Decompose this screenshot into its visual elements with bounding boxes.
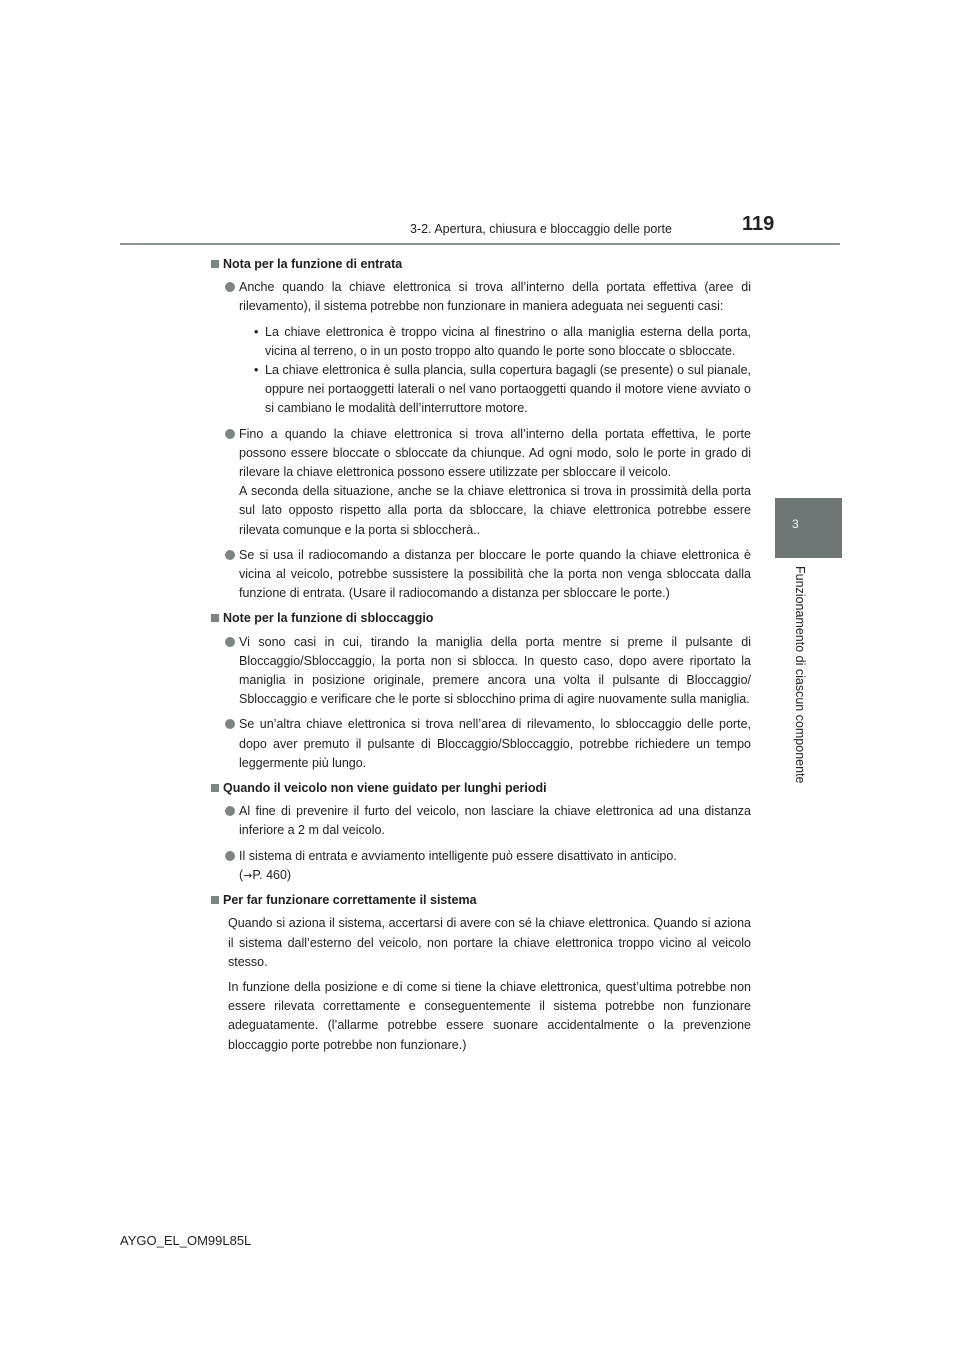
section-heading (211, 891, 751, 910)
bullet-text: Se si usa il radiocomando a distanza per bloccare le porte quando la chiave elettronica è vicina al veicolo, potrebbe sussistere la possibilità che la porta non venga sbloccata dalla funzione di entrata. (Usare il radiocomando a distanza per sbloccare le porte.) (239, 547, 751, 601)
section-heading-text: Nota per la funzione di entrata (223, 257, 403, 271)
circle-bullet-icon (225, 719, 235, 729)
sub-item-text: La chiave elettronica è troppo vicina al finestrino o alla maniglia esterna della porta, vicina al terreno, o in un posto troppo alto quando le porte sono bloccate o sbloccate. (265, 324, 751, 358)
bullet-item: Il sistema di entrata e avviamento intelligente può essere disattivato in anticipo. (→P. 460) (211, 847, 751, 885)
bullet-item (211, 278, 751, 316)
square-bullet-icon (211, 614, 219, 622)
header-section-title: 3-2. Apertura, chiusura e bloccaggio delle porte (410, 222, 672, 236)
bullet-text: Al fine di prevenire il furto del veicolo, non lasciare la chiave elettronica ad una distanza inferiore a 2 m dal veicolo. (239, 804, 751, 838)
bullet-text: Anche quando la chiave elettronica si trova all’interno della portata effettiva (aree di rilevamento), il sistema potrebbe non funzionare in maniera adeguata nei seguenti casi: (239, 280, 751, 314)
chapter-caption-text: Funzionamento di ciascun componente (793, 566, 807, 784)
section-heading-text: Note per la funzione di sbloccaggio (223, 611, 434, 626)
section-heading-text: Per far funzionare correttamente il sistema (223, 893, 477, 908)
circle-bullet-icon (225, 851, 235, 861)
bullet-text: Il sistema di entrata e avviamento intelligente può essere disattivato in anticipo. (239, 848, 677, 863)
sub-list-item (239, 323, 751, 361)
circle-bullet-icon (225, 550, 235, 560)
chapter-tab-number: 3 (792, 517, 799, 531)
bullet-text: Se un’altra chiave elettronica si trova nell’area di rilevamento, lo sbloccaggio delle porte, dopo aver premuto il pulsante di Bloccaggio/Sbloccaggio, potrebbe richiedere un tempo leggermente più lungo. (239, 717, 751, 770)
bullet-item (211, 715, 751, 773)
bullet-continuation: A seconda della situazione, anche se la chiave elettronica si trova in prossimità della porta sul lato opposto rispetto alla porta da sbloccare, la chiave elettronica potrebbe essere rilevata comunque e la porta si sbloccherà.. (239, 484, 751, 537)
section-heading (211, 609, 751, 628)
section-heading (211, 255, 751, 274)
paragraph: Quando si aziona il sistema, accertarsi di avere con sé la chiave elettronica. Quando si aziona il sistema dall’esterno del veicolo, non portare la chiave elettronica troppo vicino al veicolo stesso. (228, 916, 751, 969)
bullet-item (211, 802, 751, 840)
sub-list-item (239, 361, 751, 419)
dot-bullet-icon: • (254, 363, 259, 378)
page-reference-arrow: → (243, 868, 253, 882)
circle-bullet-icon (225, 806, 235, 816)
bullet-item (211, 425, 751, 540)
paragraph: In funzione della posizione e di come si tiene la chiave elettronica, quest’ultima potrebbe non essere rilevata correttamente e conseguentemente il sistema potrebbe non funzionare adeguatamente. (l’allarme potrebbe essere suonare accidentalmente o la prevenzione bloccaggio porte potrebbe non funzionare.) (228, 979, 751, 1052)
page-reference: P. 460 (252, 867, 287, 882)
sub-list (211, 323, 751, 419)
sub-item-text: La chiave elettronica è sulla plancia, sulla copertura bagagli (se presente) o sul pianale, oppure nei portaoggetti laterali o nel vano portaoggetti quando il motore viene avviato o si cambiano le modalità dell’interruttore motore. (265, 363, 751, 416)
chapter-tab (775, 498, 842, 558)
page-content (211, 255, 751, 1061)
section-heading-text: Quando il veicolo non viene guidato per lunghi periodi (223, 781, 547, 796)
bullet-text: Fino a quando la chiave elettronica si trova all’interno della portata effettiva, le porte possono essere bloccate o sbloccate da chiunque. Ad ogni modo, solo le porte in grado di rilevare la chiave elettronica possono essere utilizzate per sbloccare il veicolo. (239, 426, 751, 480)
circle-bullet-icon (225, 429, 235, 439)
section-heading (211, 779, 751, 798)
bullet-item (211, 546, 751, 604)
square-bullet-icon (211, 896, 219, 904)
square-bullet-icon (211, 784, 219, 792)
page-number: 119 (742, 213, 775, 235)
footer-document-code: AYGO_EL_OM99L85L (120, 1233, 252, 1248)
circle-bullet-icon (225, 282, 235, 292)
bullet-item (211, 633, 751, 710)
dot-bullet-icon: • (254, 324, 259, 339)
bullet-text: Vi sono casi in cui, tirando la maniglia della porta mentre si preme il pulsante di Bloccaggio/Sbloccaggio, la porta non si sblocca. In questo caso, dopo avere riportato la maniglia in posizione originale, premere ancora una volta il pulsante di Bloccaggio/ Sbloccaggio e verificare che le porte si sblocchino prima di agire nuovamente sulla maniglia. (239, 634, 751, 707)
header-divider (120, 243, 840, 245)
chapter-caption (793, 566, 809, 792)
square-bullet-icon (211, 260, 219, 268)
circle-bullet-icon (225, 637, 235, 647)
